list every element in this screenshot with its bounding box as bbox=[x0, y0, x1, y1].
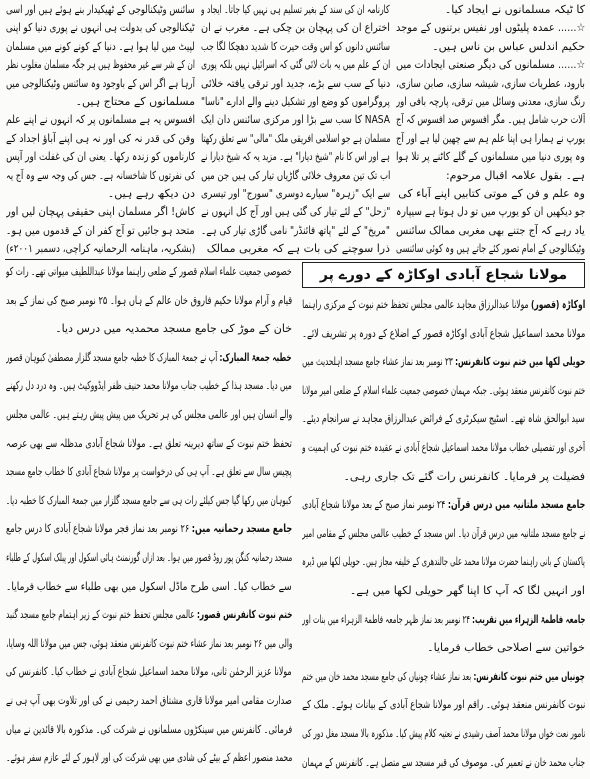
text-line-content: ذرا سوچنے کی بات ہے کہ مغربی ممالک bbox=[206, 242, 390, 256]
text-line-content: رنگ سازی، معدنی وسائل میں ترقی، پارچہ بافی اور bbox=[396, 94, 585, 108]
subheading: جامع مسجد رحمانیہ میں: bbox=[191, 522, 292, 536]
text-line-content: کارناموں کو زندہ رکھا۔ یعنی ان کی غفلت اور آپس bbox=[6, 150, 195, 164]
text-line bbox=[302, 691, 585, 720]
text-line bbox=[396, 75, 585, 93]
text-line-content: اختراع ان کی پہچان بن چکی ہے۔ مغرب نے ان bbox=[201, 21, 390, 35]
text-line-content: والے انسان ہیں اور عالمی مجلس کی ہر تحریک میں پیش پیش رہتے ہیں۔ عالمی مجلس bbox=[6, 407, 292, 421]
text-line-content: سائنس وٹیکنالوجی کے ٹھیکیدار بنے ہوئے ہیں اور اسی bbox=[6, 3, 195, 16]
report-headline: مولانا شجاع آبادی اوکاڑہ کے دورے پر bbox=[302, 262, 585, 288]
text-line bbox=[201, 148, 390, 166]
text-line bbox=[6, 148, 195, 166]
text-line-content: دن دیکھ رہے ہیں۔ bbox=[107, 186, 195, 200]
text-line bbox=[201, 38, 390, 56]
text-line bbox=[6, 687, 292, 716]
text-line bbox=[6, 75, 195, 93]
text-line bbox=[396, 130, 585, 148]
text-line-content: کارنامہ ان کی سند کے بغیر تسلیم ہی نہیں کیا جاتا۔ ایجاد و bbox=[201, 3, 390, 16]
text-line bbox=[6, 573, 292, 602]
text-line-body: آپ نے جمعۃ المبارک کا خطبہ جامع مسجد گلزار مصطفیٰ کبوہان قصور bbox=[6, 350, 220, 364]
text-line-content: یورپ نے ہمارا ہی اپنا علم ہم سے چھین لیا ہے اور آج bbox=[396, 131, 585, 145]
text-line bbox=[6, 258, 292, 287]
text-line bbox=[302, 720, 585, 749]
text-line-content bbox=[6, 601, 292, 630]
text-line-content: پاکستان کے بانی راہنما حضرت مولانا محمد علی جالندھری کے خلیفہ مجاز ہیں۔ حویلی لکھا میں ڈیرہ bbox=[302, 555, 585, 569]
text-line-content: ہے اور اس کا نام "شیخ دیارا" ہے۔ مزید یہ کہ شیخ دیارا نے bbox=[201, 150, 390, 164]
text-line-content: ہے۔ بقول علامہ اقبال مرحوم: bbox=[445, 168, 585, 182]
text-line bbox=[201, 185, 390, 203]
text-line-content: وہ علم و فن کے موتی کتابیں اپنے آباء کی bbox=[398, 186, 585, 200]
text-line bbox=[302, 434, 585, 463]
text-line-body: ۲۳ نومبر بعد نماز عشاء جامع مسجد اہلحدیث میں bbox=[302, 355, 455, 369]
text-line-content: خواتین سے اصلاحی خطاب فرمایا۔ bbox=[427, 641, 585, 655]
text-line-body: ۲۴ نومبر بعد نماز ظہر جامعہ فاطمۃ الزہراء میں بنات اور bbox=[302, 612, 472, 626]
text-line bbox=[201, 240, 390, 258]
text-line-content: مسلمانوں کے محتاج ہیں۔ bbox=[75, 94, 195, 108]
text-line-content: "مریخ" کے لئے "پاتھ فائنڈر" نامی گاڑی تیار کی ہے۔ bbox=[201, 223, 390, 237]
text-line-content: سے خطاب کیا۔ اسی طرح ماڈل اسکول میں بھی طلباء سے خطاب فرمایا۔ bbox=[6, 579, 292, 593]
text-line bbox=[396, 1, 585, 19]
text-line bbox=[6, 1, 195, 19]
article-column-middle bbox=[201, 1, 390, 258]
text-line bbox=[6, 240, 195, 258]
text-line bbox=[396, 111, 585, 129]
text-line-content: کا ٹیکہ مسلمانوں نے ایجاد کیا۔ bbox=[444, 3, 585, 16]
text-line bbox=[201, 222, 390, 240]
text-line-content: افسوس یہ ہے مسلمانوں پر کہ انہوں نے اپنے علم bbox=[6, 113, 195, 127]
text-line-content: نامور نعت خواں مولانا محمد آصف رشیدی نے نعتیہ کلام پیش کیا۔ مذکورہ بالا مسجد مغل دور کی bbox=[302, 726, 585, 740]
text-line-content: حکیم اندلس عباس بن ناس ہیں۔ bbox=[432, 39, 585, 53]
subheading: اوکاڑہ (قصور) bbox=[530, 298, 585, 311]
text-line-body: ۲۶ نومبر بعد نماز فجر مولانا شجاع آبادی کا درس جامع bbox=[6, 522, 192, 536]
text-line bbox=[6, 185, 195, 203]
text-line bbox=[396, 203, 585, 221]
text-line-content: مولانا محمد اسماعیل شجاع آبادی اوکاڑہ قصور کے اضلاع کے دورہ پر تشریف لائے۔ bbox=[302, 326, 585, 340]
text-line-content: پروگراموں کو وضع اور تشکیل دینے والے ادارے "ناسا" bbox=[201, 94, 390, 108]
article-column-right bbox=[396, 1, 585, 258]
text-line bbox=[6, 222, 195, 240]
text-line-content: اور انہیں لگا کہ آپ کا اپنا گھر حویلی لکھا میں ہے۔ bbox=[349, 583, 585, 597]
text-line-content: "زحل" کے لئے تیار کی گئی ہیں اور آج کل انہوں نے bbox=[201, 205, 390, 219]
text-line bbox=[6, 19, 195, 37]
text-line bbox=[302, 291, 585, 320]
text-line-body: عالمی مجلس تحفظ ختم نبوت کے زیر اہتمام جامع مسجد گنبد bbox=[6, 608, 197, 622]
text-line-content bbox=[302, 606, 585, 635]
text-line bbox=[302, 606, 585, 635]
text-line bbox=[6, 515, 292, 544]
text-line-content bbox=[302, 491, 585, 520]
text-line-content: خان کے موڑ کی جامع مسجد محمدیہ میں درس دیا۔ bbox=[55, 322, 292, 336]
text-line-content: وٹیکنالوجی کے امام تصور کئے جاتے ہیں وہ کوئی سائنسی bbox=[396, 242, 585, 256]
text-line-content: آرہا ہے اگر اس کے باوجود وہ سائنس وٹیکنالوجی میں bbox=[6, 76, 195, 90]
text-line-content bbox=[302, 291, 585, 320]
text-line bbox=[302, 520, 585, 549]
text-line-content: صدارت مقامی امیر مولانا قاری مشتاق احمد رحیمی نے کی اور تلاوت بھی آپ ہی نے bbox=[6, 693, 292, 707]
text-line bbox=[6, 601, 292, 630]
text-line-content: نبوت کانفرنس منعقد ہوئی۔ راقم اور مولانا شجاع آبادی کے بیانات ہوئے۔ ملک کے bbox=[302, 698, 585, 712]
text-line bbox=[6, 111, 195, 129]
report-column-right bbox=[302, 291, 585, 777]
text-line bbox=[302, 749, 585, 778]
text-line-content: نے جامع مسجد ملتانیہ میں درس قرآن دیا۔ اس مسجد کے خطیب عالمی مجلس کے مقامی امیر bbox=[302, 526, 585, 540]
text-line bbox=[6, 167, 195, 185]
text-line-content: ٹیکنالوجی کی بدولت ہی انہوں نے پوری دنیا کو اپنی bbox=[6, 21, 195, 35]
text-line-content: کاش! اگر مسلمان اپنی حقیقی پہچان لیں اور bbox=[6, 205, 195, 219]
text-line bbox=[302, 463, 585, 492]
text-line bbox=[201, 93, 390, 111]
text-line-content: ان کے علم میں یہ بات لائی گئی کہ اسرائیل نہیں بلکہ پوری bbox=[201, 58, 390, 72]
text-line-content: میں دیا۔ مسجد ہذا کے خطیب جناب مولانا محمد حنیف ظفر ایڈووکیٹ ہیں۔ وہ درد دل رکھنے bbox=[6, 379, 292, 393]
text-line bbox=[6, 744, 292, 773]
text-line bbox=[302, 548, 585, 577]
text-line-content: جناب محمد خان نے تعمیر کی۔ موصوف کی قبر مسجد سے متصل ہے۔ کانفرنس کے مہمان bbox=[302, 755, 585, 769]
text-line bbox=[302, 634, 585, 663]
text-line bbox=[6, 430, 292, 459]
text-line bbox=[6, 487, 292, 516]
text-line-content: ان کے شر سے غیر محفوظ ہیں ہر جگہ مسلمان مغلوب نظر bbox=[6, 58, 195, 72]
text-line-content: والی میں ۲۶ نومبر بعد نماز عشاء ختم نبوت کانفرنس منعقد ہوئی، جس میں مولانا اللہ وسایا، bbox=[6, 636, 292, 650]
text-line-content: یاد رہے کہ آج جتنے بھی مغربی ممالک سائنس bbox=[396, 223, 585, 237]
text-line bbox=[201, 167, 390, 185]
text-line bbox=[6, 458, 292, 487]
text-line-content: مسلمان ہے جو اسلامی افریقی ملک "مالی" سے تعلق رکھتا bbox=[201, 131, 390, 145]
text-line bbox=[396, 240, 585, 258]
text-line-content: آخری اور تفصیلی خطاب مولانا محمد اسماعیل شجاع آبادی نے عقیدہ ختم نبوت کی اہمیت و bbox=[302, 440, 585, 454]
text-line bbox=[201, 56, 390, 74]
text-line-content: خصوصی جمعیت علماء اسلام قصور کے ضلعی راہنما مولانا عبداللطیف میواتی تھے۔ رات کو bbox=[6, 265, 292, 278]
report-column-left bbox=[6, 258, 292, 773]
text-line-content: (بشکریہ، ماہنامہ الرحمانیہ کراچی، دسمبر ۲۰۰۱ء) bbox=[6, 242, 195, 256]
text-line-content: متحد ہو جائیں تو آج کفر ان کے قدموں میں ہو۔ bbox=[6, 223, 195, 237]
text-line bbox=[396, 222, 585, 240]
text-line-content: مسجد رحمانیہ کنگن پور روڈ قصور میں ہوا۔ بعد ازاں گورنمنٹ ہائی اسکول اور پبلک اسکول کے طلباء bbox=[6, 550, 292, 564]
text-line-content: مولانا عزیز الرحمٰن ثانی، مولانا محمد اسماعیل شجاع آبادی نے خطاب کیا۔ کانفرنس کی bbox=[6, 665, 292, 679]
text-line-content bbox=[6, 515, 292, 544]
text-line bbox=[201, 75, 390, 93]
text-line bbox=[302, 377, 585, 406]
text-line-content: آلات حرب شامل ہیں۔ مگر افسوس صد افسوس کہ آج bbox=[396, 113, 585, 127]
text-line bbox=[302, 577, 585, 606]
text-line-content: ختم نبوت کانفرنس منعقد ہوئی۔ جبکہ مہمان خصوصی جمعیت علماء اسلام کے ضلعی امیر مولانا bbox=[302, 383, 585, 397]
text-line-content: ☆...... عمدہ پلیٹوں اور نفیس برتنوں کے موجد bbox=[396, 21, 585, 35]
text-line-content: سائنس دانوں کو اس وقت حیرت کا شدید دھچکا لگا جب bbox=[201, 39, 390, 53]
text-line bbox=[396, 19, 585, 37]
text-line-content: پچیس سال سے تعلق ہے۔ آپ ہی کی درخواست پر مولانا شجاع آبادی کا خطاب جامع مسجد bbox=[6, 465, 292, 479]
text-line bbox=[6, 716, 292, 745]
text-line bbox=[6, 544, 292, 573]
article-column-left bbox=[6, 1, 195, 258]
text-line bbox=[201, 1, 390, 19]
text-line bbox=[396, 93, 585, 111]
subheading: خطبہ جمعۃ المبارک: bbox=[219, 350, 292, 364]
text-line bbox=[302, 663, 585, 692]
text-line-content: فضیلت پر فرمایا۔ کانفرنس رات گئے تک جاری رہی۔ bbox=[343, 469, 585, 483]
text-line bbox=[6, 630, 292, 659]
text-line-body: ۲۴ نومبر نماز صبح کے بعد مولانا شجاع آبادی bbox=[302, 498, 448, 512]
text-line bbox=[201, 130, 390, 148]
text-line bbox=[302, 405, 585, 434]
text-line-content: دنیا کے سب سے بڑے، جدید اور ترقی یافتہ خلائی bbox=[201, 76, 390, 90]
text-line bbox=[201, 203, 390, 221]
text-line bbox=[6, 401, 292, 430]
text-line-content: جو دیکھیں ان کو یورپ میں تو دل ہوتا ہے سیپارہ bbox=[396, 205, 585, 219]
text-line bbox=[6, 130, 195, 148]
text-line-content: وہ پوری دنیا میں مسلمانوں کے گلے کاٹنے پر تلا ہوا bbox=[396, 150, 585, 164]
text-line bbox=[6, 372, 292, 401]
text-line bbox=[6, 658, 292, 687]
text-line bbox=[6, 38, 195, 56]
text-line bbox=[302, 348, 585, 377]
text-line-content: محمد منصور اعظم کے بیٹے کی شادی میں بھی شرکت کی اور لاہور کے لئے عازم سفر ہوئے۔ bbox=[6, 751, 292, 765]
text-line-content bbox=[302, 663, 585, 692]
text-line bbox=[396, 56, 585, 74]
text-line bbox=[396, 185, 585, 203]
text-line bbox=[201, 111, 390, 129]
text-line-body: بعد نماز عشاء چونیاں کی جامع مسجد محمد خان میں ختم bbox=[302, 669, 474, 683]
text-line bbox=[6, 287, 292, 316]
subheading: ختم نبوت کانفرنس قصور: bbox=[196, 608, 292, 622]
text-line bbox=[6, 56, 195, 74]
text-line bbox=[201, 19, 390, 37]
text-line bbox=[302, 320, 585, 349]
text-line-content: تحفظ ختم نبوت کے ساتھ دیرینہ تعلق ہے۔ مولانا شجاع آبادی مدظلہ سے بھی عرصہ bbox=[6, 436, 292, 450]
text-line-content: سے ایک "زہرہ" سیارے دوسری "سورج" اور تیسری bbox=[201, 186, 390, 200]
text-line bbox=[302, 491, 585, 520]
text-line-content: سید ابوالحق شاہ تھے۔ اسٹیج سیکرٹری کے فرائض عبدالرزاق مجاہد نے سرانجام دیئے۔ bbox=[302, 412, 585, 426]
text-line bbox=[396, 167, 585, 185]
text-line-content: وفن کی قدر نہ کی اور نہ ہی اپنے آباؤ اجداد کے bbox=[6, 131, 195, 145]
subheading: جامع مسجد ملتانیہ میں درس قرآن: bbox=[447, 498, 585, 512]
text-line-content bbox=[6, 344, 292, 373]
subheading: جامعہ فاطمۃ الزہراء میں تقریب: bbox=[471, 612, 585, 626]
text-line-content bbox=[302, 348, 585, 377]
subheading: چونیاں میں ختم نبوت کانفرنس: bbox=[473, 669, 585, 683]
text-line-content: اب تک تین معروف خلائی گاڑیاں تیار کی ہیں جن میں bbox=[201, 168, 390, 182]
text-line-content: NASA کا سب سے بڑا اور مرکزی سائنس دان ایک bbox=[201, 113, 390, 127]
text-line-content: لپیٹ میں لیا ہوا ہے۔ دنیا کے کونے کونے میں مسلمان bbox=[6, 39, 195, 53]
text-line bbox=[396, 148, 585, 166]
text-line-content: قیام و آرام مولانا حکیم فاروق خان عالم کے ہاں ہوا۔ ۲۵ نومبر صبح کی نماز کے بعد bbox=[6, 293, 292, 307]
text-line-content: بارود، عطریات سازی، شیشہ سازی، صابن سازی، bbox=[396, 76, 585, 90]
text-line bbox=[396, 38, 585, 56]
subheading: حویلی لکھا میں ختم نبوت کانفرنس: bbox=[454, 355, 585, 369]
text-line bbox=[6, 315, 292, 344]
text-line-content: کی نفرتوں کا شاخسانہ ہے۔ جس کی وجہ سے وہ آج یہ bbox=[6, 168, 195, 182]
text-line-content: کبوہان میں رکھا گیا جس کیلئے رات ہی سے جامع مسجد گلزار میں جمعۃ المبارک کا خطبہ دیا۔ bbox=[6, 493, 292, 507]
text-line-content: فرمائی۔ کانفرنس میں سینکڑوں مسلمانوں نے شرکت کی۔ مذکورہ بالا قائدین نے میاں bbox=[6, 722, 292, 736]
text-line bbox=[6, 203, 195, 221]
text-line-content: ☆...... مسلمانوں کی دیگر صنعتی ایجادات میں bbox=[396, 58, 585, 72]
text-line bbox=[6, 93, 195, 111]
text-line bbox=[6, 344, 292, 373]
text-line-body: مولانا عبدالرزاق مجاہد عالمی مجلس تحفظ ختم نبوت کے مرکزی راہنما bbox=[302, 298, 531, 311]
